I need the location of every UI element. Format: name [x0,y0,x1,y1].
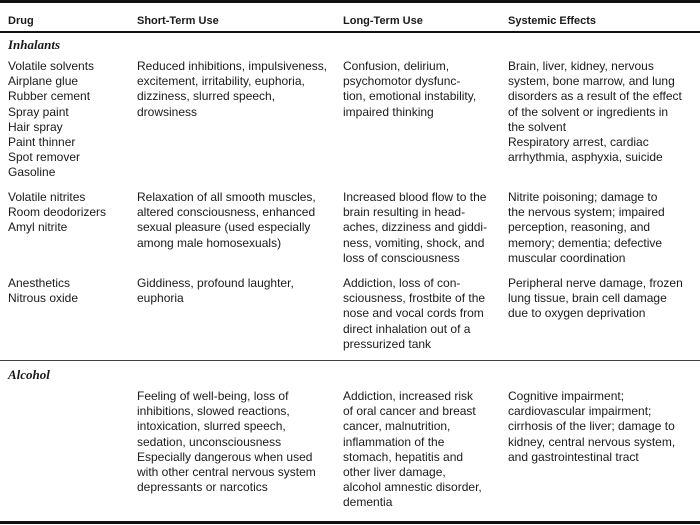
bottom-rule [0,521,700,524]
row-anesthetics-long-term: Addiction, loss of con- sciousness, frostbite of the nose and vocal cords from direct inhalation out of a pressurized tank [343,276,486,351]
section-divider [0,360,700,361]
section-title-alcohol: Alcohol [8,367,50,382]
row-solvents-long-term: Confusion, delirium, psychomotor dysfunc- tion, emotional instability, impaired thinking [343,59,477,119]
header-rule [0,31,700,33]
row-solvents-drug: Volatile solvents Airplane glue Rubber cement Spray paint Hair spray Paint thinner Spot remover Gasoline [8,59,95,180]
row-nitrites-drug: Volatile nitrites Room deodorizers Amyl nitrite [8,190,107,235]
row-anesthetics-drug: Anesthetics Nitrous oxide [8,276,79,306]
row-nitrites-long-term: Increased blood flow to the brain resulting in head- aches, dizziness and giddi- ness, vomiting, shock, and loss of consciousness [343,190,488,265]
header-systemic: Systemic Effects [508,15,597,27]
section-title-inhalants: Inhalants [8,37,61,52]
row-solvents-short-term: Reduced inhibitions, impulsiveness, excitement, irritability, euphoria, dizziness, slurred speech, drowsiness [137,59,328,119]
row-alcohol-short-term: Feeling of well-being, loss of inhibitions, slowed reactions, intoxication, slurred speech, sedation, unconsciousness Especially dangerous when used with other central nervous system depressants or narcotics [137,389,316,495]
row-anesthetics-systemic: Peripheral nerve damage, frozen lung tissue, brain cell damage due to oxygen deprivation [508,276,683,321]
row-nitrites-short-term: Relaxation of all smooth muscles, altered consciousness, enhanced sexual pleasure (used especially among male homosexuals) [137,190,316,250]
row-anesthetics-short-term: Giddiness, profound laughter, euphoria [137,276,294,306]
row-solvents-systemic: Brain, liver, kidney, nervous system, bone marrow, and lung disorders as a result of the effect of the solvent or ingredients in the solvent Respiratory arrest, cardiac arrhythmia, asphyxia, suicide [508,59,682,165]
row-alcohol-systemic: Cognitive impairment; cardiovascular impairment; cirrhosis of the liver; damage to kidney, central nervous system, and gastrointestinal tract [508,389,676,464]
header-short-term: Short-Term Use [137,15,219,27]
row-alcohol-long-term: Addiction, increased risk of oral cancer and breast cancer, malnutrition, inflammation of the stomach, hepatitis and other liver damage, alcohol amnestic disorder, dementia [343,389,482,510]
header-drug: Drug [8,15,34,27]
row-nitrites-systemic: Nitrite poisoning; damage to the nervous system; impaired perception, reasoning, and memory; dementia; defective muscular coordination [508,190,665,265]
top-rule [0,0,700,3]
header-long-term: Long-Term Use [343,15,423,27]
